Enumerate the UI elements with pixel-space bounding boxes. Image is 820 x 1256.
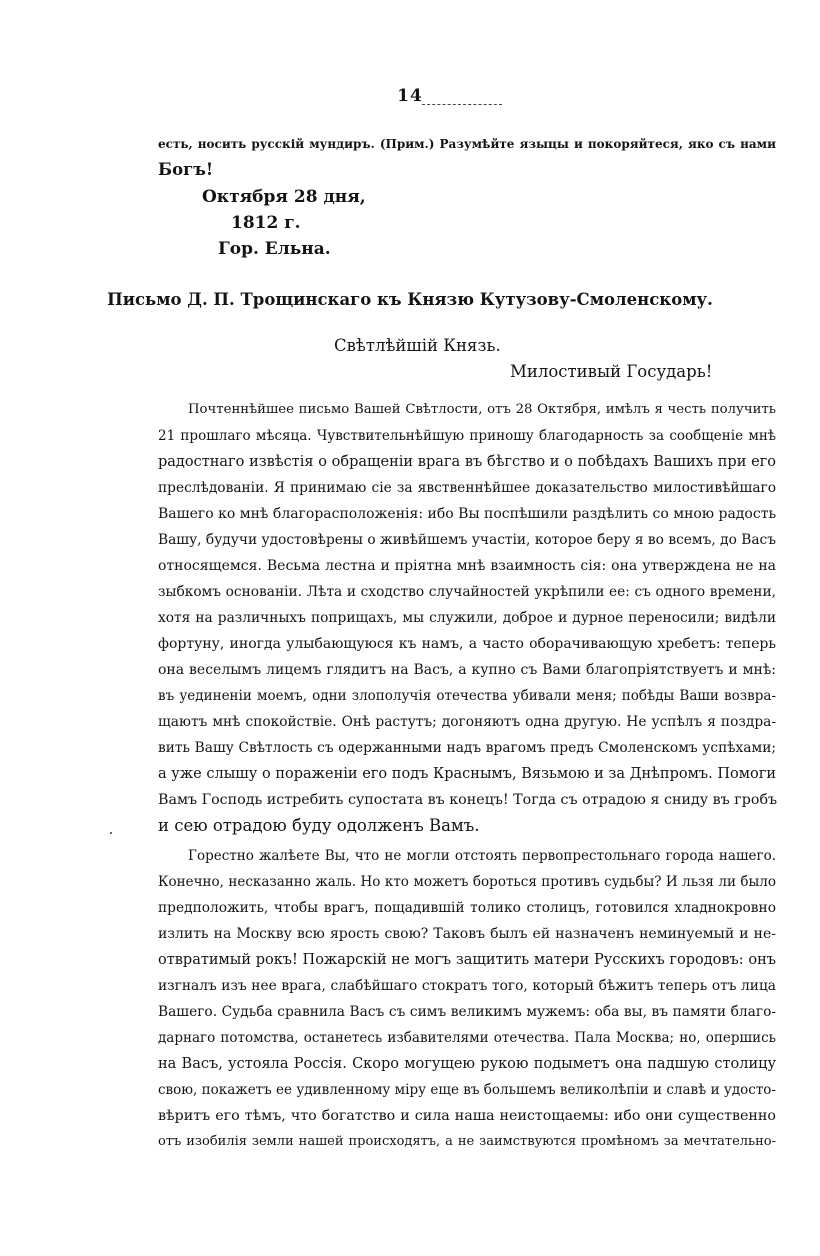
dateline-year: 1812 г. <box>231 213 301 233</box>
paragraph-2-line: изгналъ изъ нее врага, слабѣйшаго стократъ того, который бѣжитъ теперь отъ лица <box>158 978 776 994</box>
paragraph-1-line: она веселымъ лицемъ глядитъ на Васъ, а купно съ Вами благопріятствуетъ и мнѣ: <box>158 662 776 678</box>
paragraph-2-line: излить на Москву всю ярость свою? Таковъ былъ ей назначенъ неминуемый и не- <box>158 926 776 942</box>
paragraph-2-line: Горестно жалѣете Вы, что не могли отстоять первопрестольнаго города нашего. <box>188 848 776 864</box>
salutation-title: Свѣтлѣйшій Князь. <box>334 336 501 355</box>
dateline-date: Октября 28 дня, <box>202 187 366 207</box>
paragraph-1-line: преслѣдованіи. Я принимаю сіе за явственнѣйшее доказательство милостивѣйшаго <box>158 480 776 496</box>
salutation-address: Милостивый Государь! <box>510 362 713 381</box>
paragraph-1-line: и сею отрадою буду одолженъ Вамъ. <box>158 816 480 835</box>
paragraph-1-line: Вашу, будучи удостовѣрены о живѣйшемъ участіи, которое беру я во всемъ, до Васъ <box>158 532 776 548</box>
paragraph-1-line: щаютъ мнѣ спокойствіе. Онѣ растутъ; догоняютъ одна другую. Не успѣлъ я поздра- <box>158 714 776 730</box>
paragraph-2-line: отъ изобилія земли нашей происходятъ, а не заимствуются промѣномъ за мечтательно- <box>158 1134 776 1149</box>
paragraph-1-line: фортуну, иногда улыбающуюся къ намъ, а часто оборачивающую хребетъ: теперь <box>158 636 776 652</box>
paragraph-2-line: отвратимый рокъ! Пожарскій не могъ защитить матери Русскихъ городовъ: онъ <box>158 952 776 968</box>
paragraph-2-line: на Васъ, устояла Россія. Скоро могущею рукою подыметъ она падшую столицу <box>158 1056 776 1072</box>
paragraph-1-line: вить Вашу Свѣтлость съ одержанными надъ врагомъ предъ Смоленскомъ успѣхами; <box>158 740 776 756</box>
paragraph-2-line: дарнаго потомства, останетесь избавителями отечества. Пала Москва; но, опершись <box>158 1030 776 1046</box>
opening-line: есть, носить русскій мундиръ. (Прим.) Разумѣйте языцы и покоряйтеся, яко съ нами <box>158 137 776 151</box>
paragraph-1-line: Почтеннѣйшее письмо Вашей Свѣтлости, отъ 28 Октября, имѣлъ я честь получить <box>188 402 776 417</box>
paragraph-1-line: радостнаго извѣстія о обращеніи врага въ бѣгство и о побѣдахъ Вашихъ при его <box>158 454 776 470</box>
paragraph-1-line: Вашего ко мнѣ благорасположенія: ибо Вы поспѣшили раздѣлить со мною радость <box>158 506 777 522</box>
paragraph-1-line: зыбкомъ основаніи. Лѣта и сходство случайностей укрѣпили ее: съ одного времени, <box>158 584 776 600</box>
paragraph-2-line: свою, покажетъ ее удивленному міру еще въ большемъ великолѣпіи и славѣ и удосто- <box>158 1082 776 1098</box>
paragraph-2-line: вѣритъ его тѣмъ, что богатство и сила наша неистощаемы: ибо они существенно <box>158 1108 776 1124</box>
paragraph-1-line: въ уединеніи моемъ, одни злополучія отечества убивали меня; побѣды Ваши возвра- <box>158 688 776 704</box>
margin-speck <box>110 832 112 834</box>
page-number-rule <box>422 104 502 105</box>
paragraph-2-line: Конечно, несказанно жаль. Но кто можетъ бороться противъ судьбы? И льзя ли было <box>158 874 776 890</box>
page-number: 14 <box>397 86 423 106</box>
paragraph-1-line: хотя на различныхъ поприщахъ, мы служили, доброе и дурное переносили; видѣли <box>158 610 776 626</box>
opening-line: Богъ! <box>158 160 214 179</box>
paragraph-2-line: предположить, чтобы врагъ, пощадившій толико столицъ, готовился хладнокровно <box>158 900 776 916</box>
paragraph-2-line: Вашего. Судьба сравнила Васъ съ симъ великимъ мужемъ: оба вы, въ памяти благо- <box>158 1004 776 1020</box>
dateline-place: Гор. Ельна. <box>218 239 331 259</box>
paragraph-1-line: Вамъ Господь истребить супостата въ конецъ! Тогда съ отрадою я сниду въ гробъ <box>158 792 778 808</box>
paragraph-1-line: а уже слышу о пораженіи его подъ Краснымъ, Вязьмою и за Днѣпромъ. Помоги <box>158 766 776 782</box>
paragraph-1-line: 21 прошлаго мѣсяца. Чувствительнѣйшую приношу благодарность за сообщеніе мнѣ <box>158 428 776 444</box>
paragraph-1-line: относящемся. Весьма лестна и пріятна мнѣ взаимность сія: она утверждена не на <box>158 558 776 574</box>
letter-heading: Письмо Д. П. Трощинскаго къ Князю Кутузову-Смоленскому. <box>107 290 713 309</box>
